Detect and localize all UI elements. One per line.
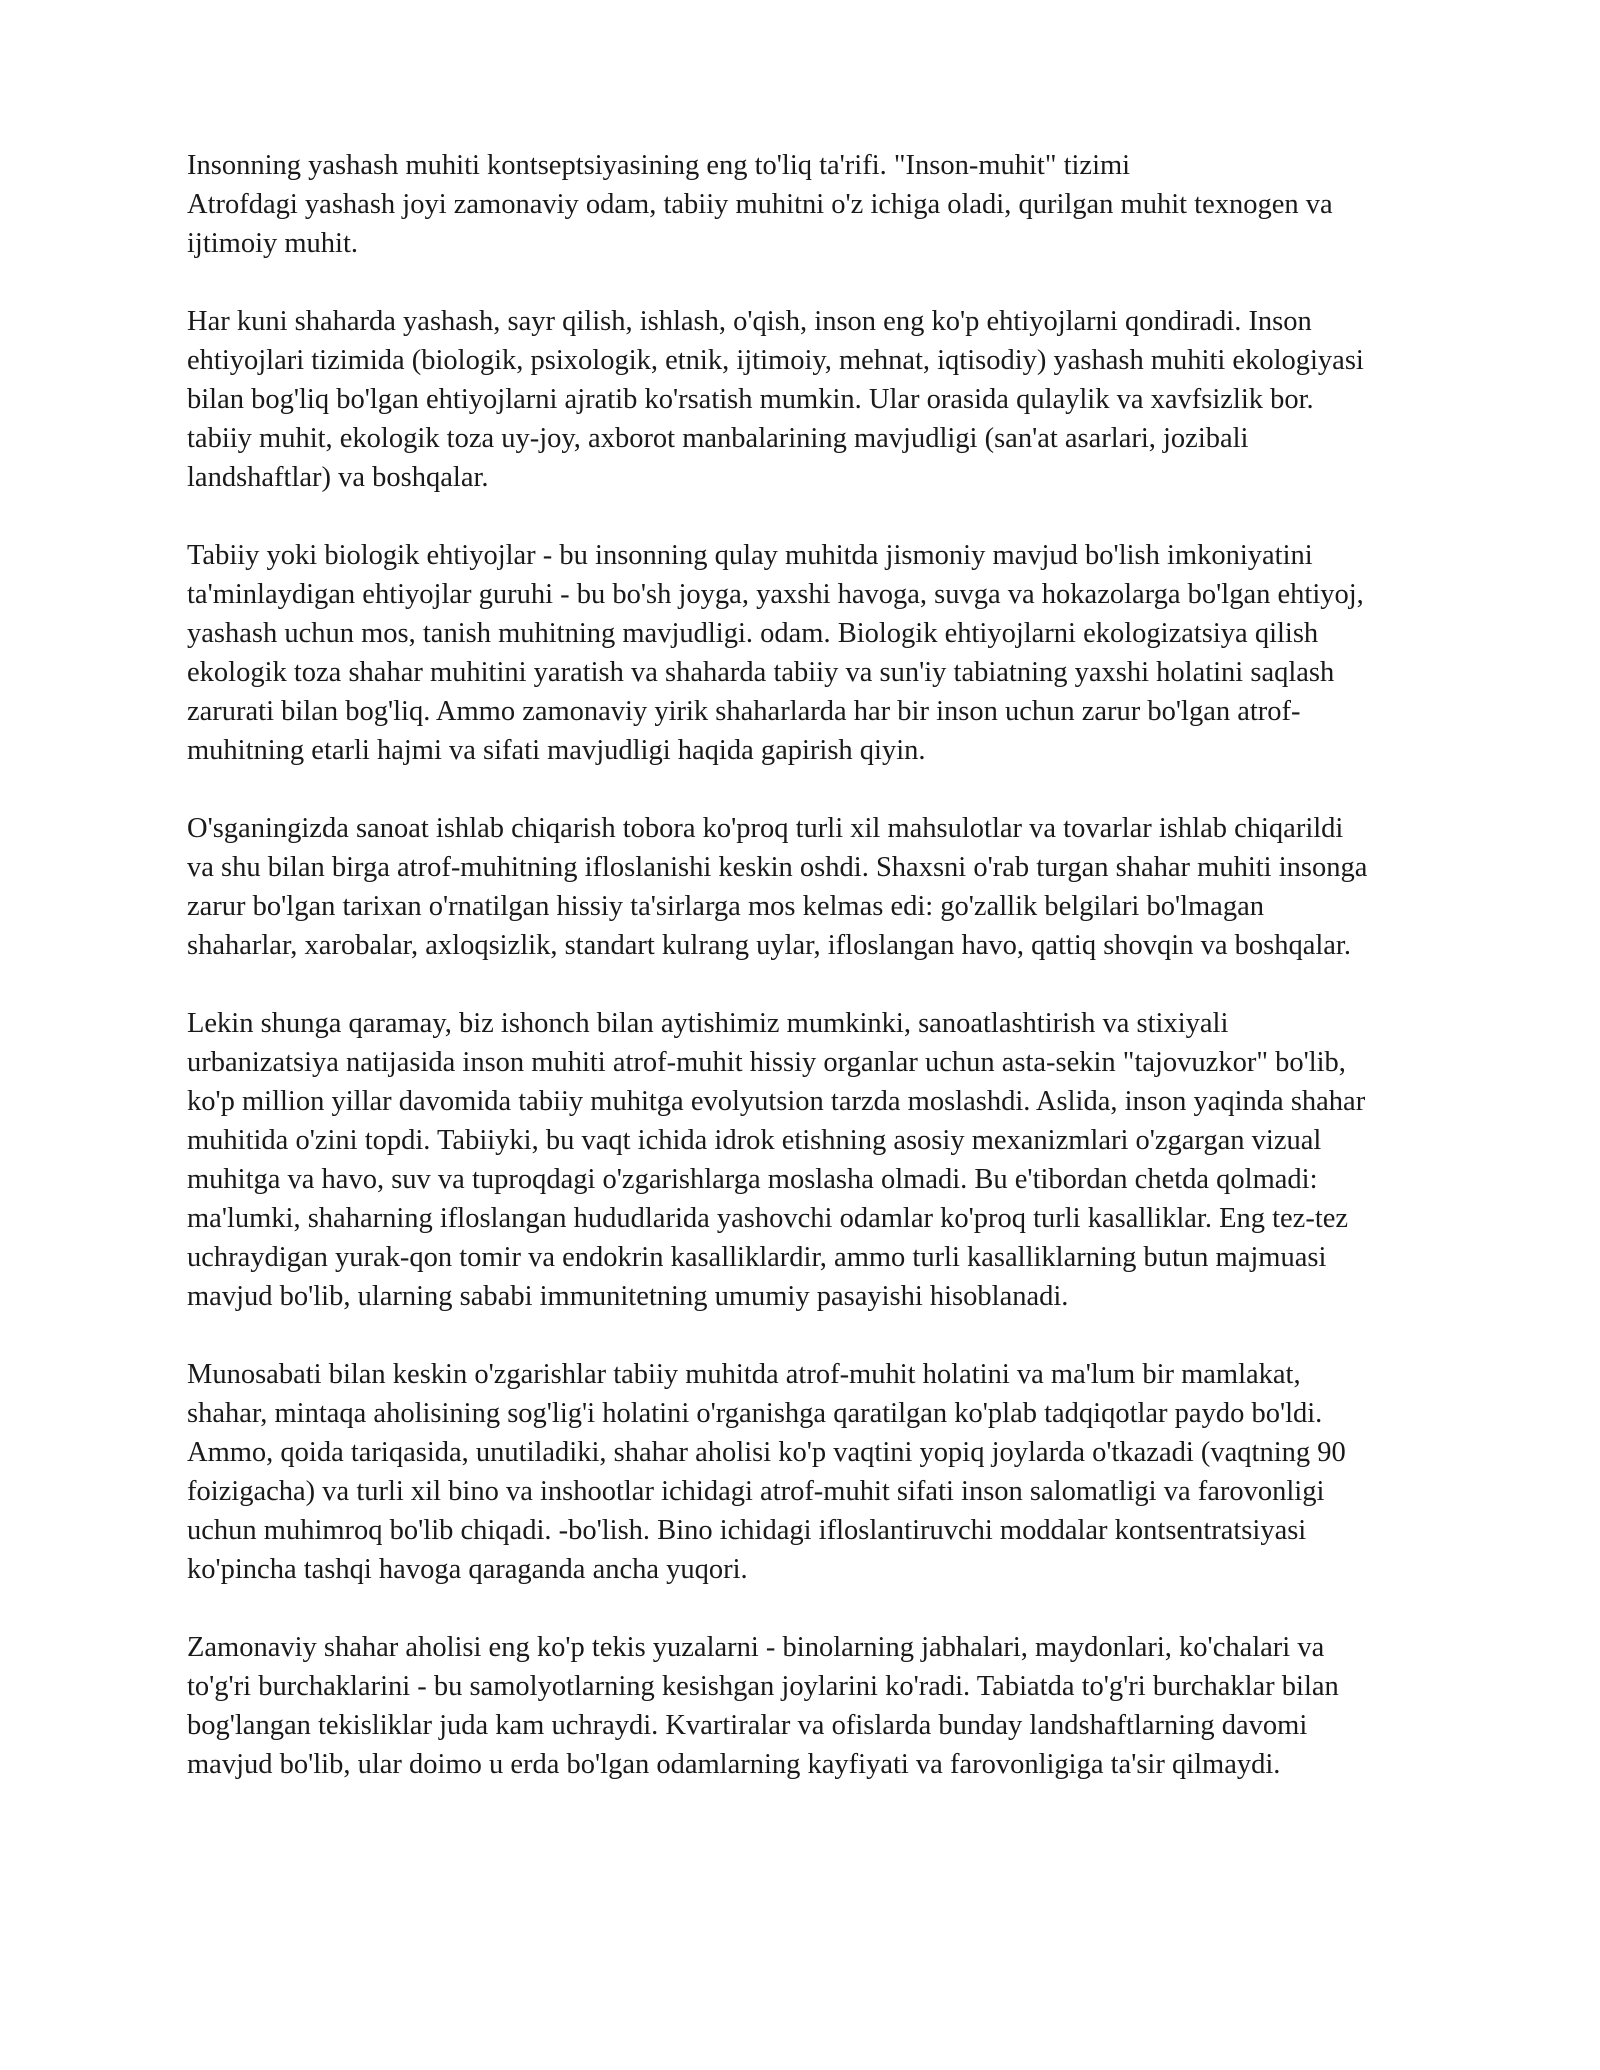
text-line: Zamonaviy shahar aholisi eng ko'p tekis yuzalarni - binolarning jabhalari, maydonlari, ko'chalari va (187, 1632, 1325, 1663)
text-line: mavjud bo'lib, ularning sababi immunitetning umumiy pasayishi hisoblanadi. (187, 1281, 1069, 1312)
text-line: muhitga va havo, suv va tuproqdagi o'zgarishlarga moslasha olmadi. Bu e'tibordan chetda qolmadi: (187, 1164, 1318, 1195)
text-line: muhitida o'zini topdi. Tabiiyki, bu vaqt ichida idrok etishning asosiy mexanizmlari o'zgargan vizual (187, 1125, 1322, 1156)
text-line: ma'lumki, shaharning ifloslangan hududlarida yashovchi odamlar ko'proq turli kasalliklar. Eng tez-tez (187, 1203, 1349, 1234)
text-line: landshaftlar) va boshqalar. (187, 462, 489, 493)
text-line: urbanizatsiya natijasida inson muhiti atrof-muhit hissiy organlar uchun asta-sekin "tajovuzkor" bo'lib, (187, 1047, 1346, 1078)
paragraph-7 (187, 1628, 1517, 1784)
text-line: tabiiy muhit, ekologik toza uy-joy, axborot manbalarining mavjudligi (san'at asarlari, jozibali (187, 423, 1249, 454)
text-line: bog'langan tekisliklar juda kam uchraydi. Kvartiralar va ofislarda bunday landshaftlarning davomi (187, 1710, 1308, 1741)
text-line: va shu bilan birga atrof-muhitning ifloslanishi keskin oshdi. Shaxsni o'rab turgan shahar muhiti insonga (187, 852, 1368, 883)
text-line: zarur bo'lgan tarixan o'rnatilgan hissiy ta'sirlarga mos kelmas edi: go'zallik belgilari bo'lmagan (187, 891, 1264, 922)
text-line: ko'pincha tashqi havoga qaraganda ancha yuqori. (187, 1554, 748, 1585)
paragraph-3 (187, 536, 1517, 770)
text-line: O'sganingizda sanoat ishlab chiqarish tobora ko'proq turli xil mahsulotlar va tovarlar ishlab chiqarildi (187, 813, 1344, 844)
text-line: Tabiiy yoki biologik ehtiyojlar - bu insonning qulay muhitda jismoniy mavjud bo'lish imkoniyatini (187, 540, 1313, 571)
text-line: yashash uchun mos, tanish muhitning mavjudligi. odam. Biologik ehtiyojlarni ekologizatsiya qilish (187, 618, 1319, 649)
text-line: Atrofdagi yashash joyi zamonaviy odam, tabiiy muhitni o'z ichiga oladi, qurilgan muhit texnogen va (187, 189, 1333, 220)
text-line: ko'p million yillar davomida tabiiy muhitga evolyutsion tarzda moslashdi. Aslida, inson yaqinda shahar (187, 1086, 1366, 1117)
text-line: foizigacha) va turli xil bino va inshootlar ichidagi atrof-muhit sifati inson salomatligi va farovonligi (187, 1476, 1325, 1507)
text-line: bilan bog'liq bo'lgan ehtiyojlarni ajratib ko'rsatish mumkin. Ular orasida qulaylik va xavfsizlik bor. (187, 384, 1314, 415)
paragraph-1 (187, 146, 1517, 263)
text-line: ta'minlaydigan ehtiyojlar guruhi - bu bo'sh joyga, yaxshi havoga, suvga va hokazolarga bo'lgan ehtiyoj, (187, 579, 1364, 610)
text-line: muhitning etarli hajmi va sifati mavjudligi haqida gapirish qiyin. (187, 735, 926, 766)
paragraph-4 (187, 809, 1517, 965)
text-line: ijtimoiy muhit. (187, 228, 359, 259)
text-line: ekologik toza shahar muhitini yaratish va shaharda tabiiy va sun'iy tabiatning yaxshi holatini saqlash (187, 657, 1335, 688)
paragraph-6 (187, 1355, 1517, 1589)
text-line: shaharlar, xarobalar, axloqsizlik, standart kulrang uylar, ifloslangan havo, qattiq shovqin va boshqalar. (187, 930, 1351, 961)
text-line: uchraydigan yurak-qon tomir va endokrin kasalliklardir, ammo turli kasalliklarning butun majmuasi (187, 1242, 1327, 1273)
text-line: Ammo, qoida tariqasida, unutiladiki, shahar aholisi ko'p vaqtini yopiq joylarda o'tkazadi (vaqtning 90 (187, 1437, 1346, 1468)
text-line: Munosabati bilan keskin o'zgarishlar tabiiy muhitda atrof-muhit holatini va ma'lum bir mamlakat, (187, 1359, 1301, 1390)
text-line: Lekin shunga qaramay, biz ishonch bilan aytishimiz mumkinki, sanoatlashtirish va stixiyali (187, 1008, 1229, 1039)
text-line: Insonning yashash muhiti kontseptsiyasining eng to'liq ta'rifi. "Inson-muhit" tizimi (187, 150, 1131, 181)
text-line: ehtiyojlari tizimida (biologik, psixologik, etnik, ijtimoiy, mehnat, iqtisodiy) yashash muhiti ekologiyasi (187, 345, 1364, 376)
paragraph-2 (187, 302, 1517, 497)
text-line: mavjud bo'lib, ular doimo u erda bo'lgan odamlarning kayfiyati va farovonligiga ta'sir qilmaydi. (187, 1749, 1281, 1780)
paragraph-5 (187, 1004, 1517, 1316)
text-line: uchun muhimroq bo'lib chiqadi. -bo'lish. Bino ichidagi ifloslantiruvchi moddalar kontsentratsiyasi (187, 1515, 1307, 1546)
text-line: shahar, mintaqa aholisining sog'lig'i holatini o'rganishga qaratilgan ko'plab tadqiqotlar paydo bo'ldi. (187, 1398, 1323, 1429)
text-line: to'g'ri burchaklarini - bu samolyotlarning kesishgan joylarini ko'radi. Tabiatda to'g'ri burchaklar bilan (187, 1671, 1339, 1702)
text-line: Har kuni shaharda yashash, sayr qilish, ishlash, o'qish, inson eng ko'p ehtiyojlarni qondiradi. Inson (187, 306, 1312, 337)
document-page (187, 146, 1517, 1823)
text-line: zarurati bilan bog'liq. Ammo zamonaviy yirik shaharlarda har bir inson uchun zarur bo'lgan atrof- (187, 696, 1301, 727)
